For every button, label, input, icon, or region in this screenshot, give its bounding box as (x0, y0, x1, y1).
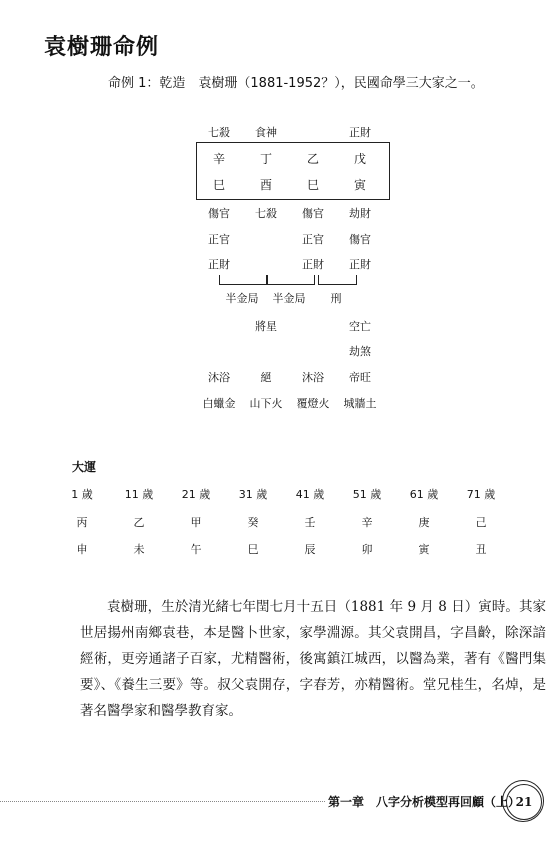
hidden-stem-god: 傷官 (349, 233, 371, 246)
top-label: 食神 (255, 126, 277, 139)
luck-age: 21 歲 (181, 488, 211, 501)
life-stage: 沐浴 (302, 371, 324, 384)
shensha: 劫煞 (349, 345, 371, 358)
shensha: 空亡 (349, 320, 371, 333)
shensha: 將星 (255, 320, 277, 333)
heavenly-stem: 戊 (353, 152, 366, 166)
hidden-stem-god: 劫財 (349, 207, 371, 220)
combo-bracket (219, 275, 268, 285)
luck-branch: 卯 (361, 543, 373, 556)
life-stage: 絕 (260, 371, 272, 384)
hidden-stem-god: 正官 (302, 233, 324, 246)
luck-stem: 甲 (190, 516, 202, 529)
chapter-footer: 第一章 八字分析模型再回顧（上） (328, 795, 521, 809)
combo-bracket (318, 275, 357, 285)
case-subtitle: 命例 1：乾造 袁樹珊（1881-1952？），民國命學三大家之一。 (108, 76, 484, 91)
page-title: 袁樹珊命例 (44, 34, 160, 60)
top-label: 正財 (349, 126, 371, 139)
page-number-badge (502, 780, 544, 822)
nayin: 山下火 (249, 397, 283, 410)
earthly-branch: 酉 (259, 178, 272, 192)
combo-label: 半金局 (272, 292, 306, 305)
luck-stem: 辛 (361, 516, 373, 529)
luck-branch: 午 (190, 543, 202, 556)
luck-stem: 己 (475, 516, 487, 529)
nayin: 城牆土 (343, 397, 377, 410)
luck-branch: 未 (133, 543, 145, 556)
luck-branch: 辰 (304, 543, 316, 556)
hidden-stem-god: 七殺 (255, 207, 277, 220)
nayin: 覆燈火 (296, 397, 330, 410)
luck-stem: 癸 (247, 516, 259, 529)
luck-age: 51 歲 (352, 488, 382, 501)
luck-header: 大運 (72, 460, 97, 474)
footer-rule (0, 801, 325, 802)
luck-branch: 申 (76, 543, 88, 556)
heavenly-stem: 乙 (306, 152, 319, 166)
luck-age: 71 歲 (466, 488, 496, 501)
luck-branch: 寅 (418, 543, 430, 556)
hidden-stem-god: 傷官 (302, 207, 324, 220)
biography-paragraph (80, 594, 546, 724)
luck-age: 31 歲 (238, 488, 268, 501)
earthly-branch: 巳 (212, 178, 225, 192)
hidden-stem-god: 正財 (302, 258, 324, 271)
hidden-stem-god: 正財 (208, 258, 230, 271)
page-number: 21 (506, 784, 542, 820)
luck-age: 11 歲 (124, 488, 154, 501)
luck-age: 41 歲 (295, 488, 325, 501)
luck-stem: 丙 (76, 516, 88, 529)
hidden-stem-god: 正財 (349, 258, 371, 271)
luck-age: 61 歲 (409, 488, 439, 501)
life-stage: 沐浴 (208, 371, 230, 384)
combo-label: 半金局 (225, 292, 259, 305)
heavenly-stem: 辛 (212, 152, 225, 166)
nayin: 白蠟金 (202, 397, 236, 410)
paragraph-text: 袁樹珊，生於清光緒七年閏七月十五日（1881 年 9 月 8 日）寅時。其家世居揚州南鄉袁巷，本是醫卜世家，家學淵源。其父袁開昌，字昌齡，除深諳經術，更旁通諸子百家，尤精醫術，後寓鎮江城西，以醫為業，著有《醫門集要》、《養生三要》等。叔父袁開存，字春芳，亦精醫術。堂兄桂生，名焯，是著名醫學家和醫學教育家。 (80, 599, 546, 719)
luck-branch: 巳 (247, 543, 259, 556)
luck-age: 1 歲 (71, 488, 93, 501)
heavenly-stem: 丁 (259, 152, 272, 166)
hidden-stem-god: 正官 (208, 233, 230, 246)
earthly-branch: 寅 (353, 178, 366, 192)
life-stage: 帝旺 (349, 371, 371, 384)
luck-branch: 丑 (475, 543, 487, 556)
luck-stem: 庚 (418, 516, 430, 529)
top-label: 七殺 (208, 126, 230, 139)
combo-label: 刑 (330, 292, 342, 305)
hidden-stem-god: 傷官 (208, 207, 230, 220)
luck-stem: 乙 (133, 516, 145, 529)
luck-stem: 壬 (304, 516, 316, 529)
earthly-branch: 巳 (306, 178, 319, 192)
combo-bracket (266, 275, 315, 285)
